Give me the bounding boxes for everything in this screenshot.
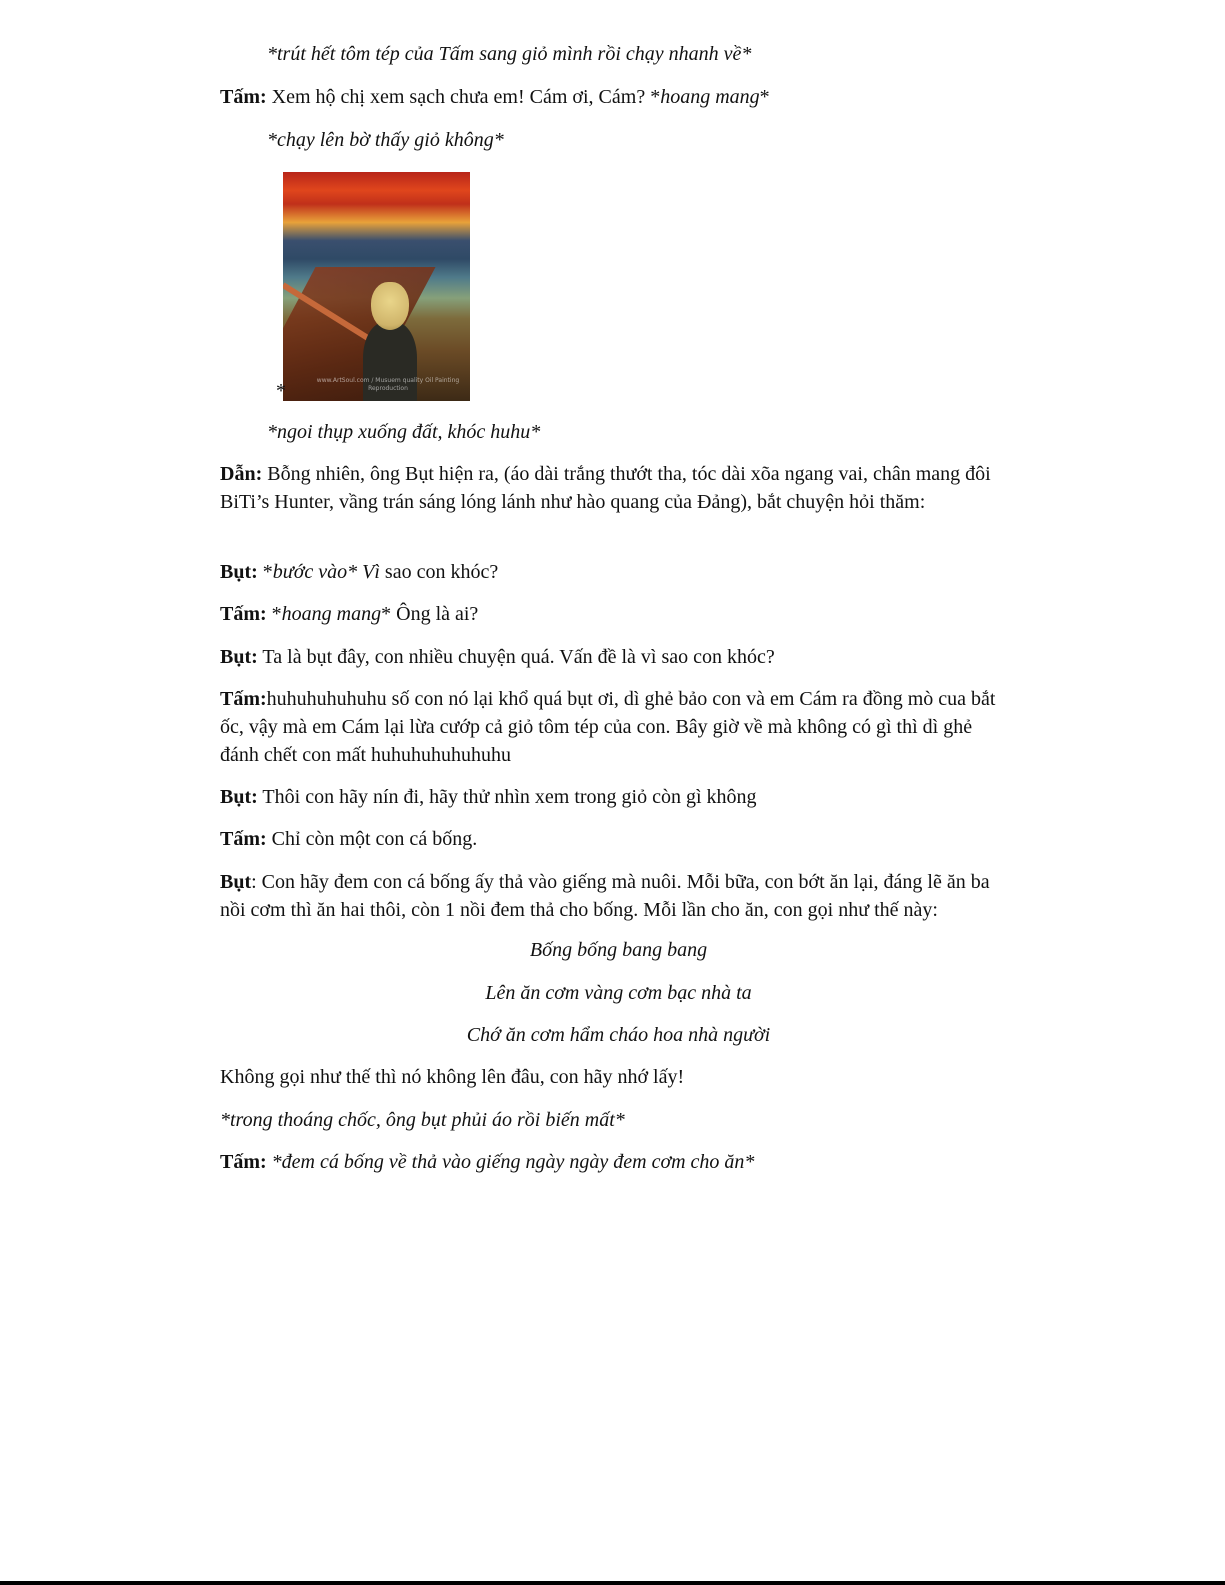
speaker-label: Bụt [220,871,252,893]
stage-direction: *trút hết tôm tép của Tấm sang giỏ mình rồi chạy nhanh về* [267,43,752,65]
narration-paragraph: Dẫn: Bỗng nhiên, ông Bụt hiện ra, (áo dài trắng thướt tha, tóc dài xõa ngang vai, chân mang đôi BiTi’s Hunter, vầng trán sáng lóng lánh như hào quang của Đảng), bắt chuyện hỏi thăm: [220,463,991,513]
dialogue-line: Bụt: Ta là bụt đây, con nhiều chuyện quá. Vấn đề là vì sao con khóc? [220,646,775,668]
screaming-figure-icon [371,282,409,330]
image-marker: * [276,380,286,402]
speaker-label: Tấm: [220,828,267,850]
painting-image [283,172,470,401]
speaker-label: Dẫn: [220,463,263,485]
speaker-label: Tấm: [220,1151,267,1173]
dialogue-line: Tấm: Xem hộ chị xem sạch chưa em! Cám ơi, Cám? *hoang mang* [220,86,770,108]
dialogue-line: Tấm: *đem cá bống về thả vào giếng ngày ngày đem cơm cho ăn* [220,1151,755,1173]
stage-direction: *chạy lên bờ thấy giỏ không* [267,129,504,151]
dialogue-paragraph: Bụt: Con hãy đem con cá bống ấy thả vào giếng mà nuôi. Mỗi bữa, con bớt ăn lại, đáng lẽ ăn ba nồi cơm thì ăn hai thôi, còn 1 nồi đem thả cho bống. Mỗi lần cho ăn, con gọi như thế này: [220,871,990,921]
dialogue-paragraph: Tấm:huhuhuhuhuhu số con nó lại khổ quá bụt ơi, dì ghẻ bảo con và em Cám ra đồng mò cua bắt ốc, vậy mà em Cám lại lừa cướp cả giỏ tôm tép của con. Bây giờ về mà không có gì thì dì ghẻ đánh chết con mất huhuhuhuhuhuhu [220,688,996,766]
dialogue-line: Bụt: *bước vào* Vì sao con khóc? [220,561,499,583]
dialogue-line: Tấm: Chỉ còn một con cá bống. [220,828,478,850]
stage-direction: *trong thoáng chốc, ông bụt phủi áo rồi biến mất* [220,1109,625,1131]
speaker-label: Tấm: [220,86,267,108]
narration-line: Không gọi như thế thì nó không lên đâu, con hãy nhớ lấy! [220,1066,685,1088]
dialogue-line: Tấm: *hoang mang* Ông là ai? [220,603,479,625]
speaker-label: Bụt: [220,786,258,808]
poem-line: Lên ăn cơm vàng cơm bạc nhà ta [485,982,752,1004]
dialogue-line: Bụt: Thôi con hãy nín đi, hãy thử nhìn xem trong giỏ còn gì không [220,786,757,808]
speaker-label: Tấm: [220,603,267,625]
poem-line: Chớ ăn cơm hẩm cháo hoa nhà người [466,1024,771,1046]
page-bottom-rule [0,1581,1225,1585]
poem-line: Bống bống bang bang [529,939,708,961]
speaker-label: Bụt: [220,646,258,668]
speaker-label: Tấm: [220,688,267,710]
speaker-label: Bụt: [220,561,258,583]
stage-direction: *ngoi thụp xuống đất, khóc huhu* [267,421,541,443]
image-watermark: www.ArtSoul.com / Musuem quality Oil Painting Reproduction [316,377,460,392]
